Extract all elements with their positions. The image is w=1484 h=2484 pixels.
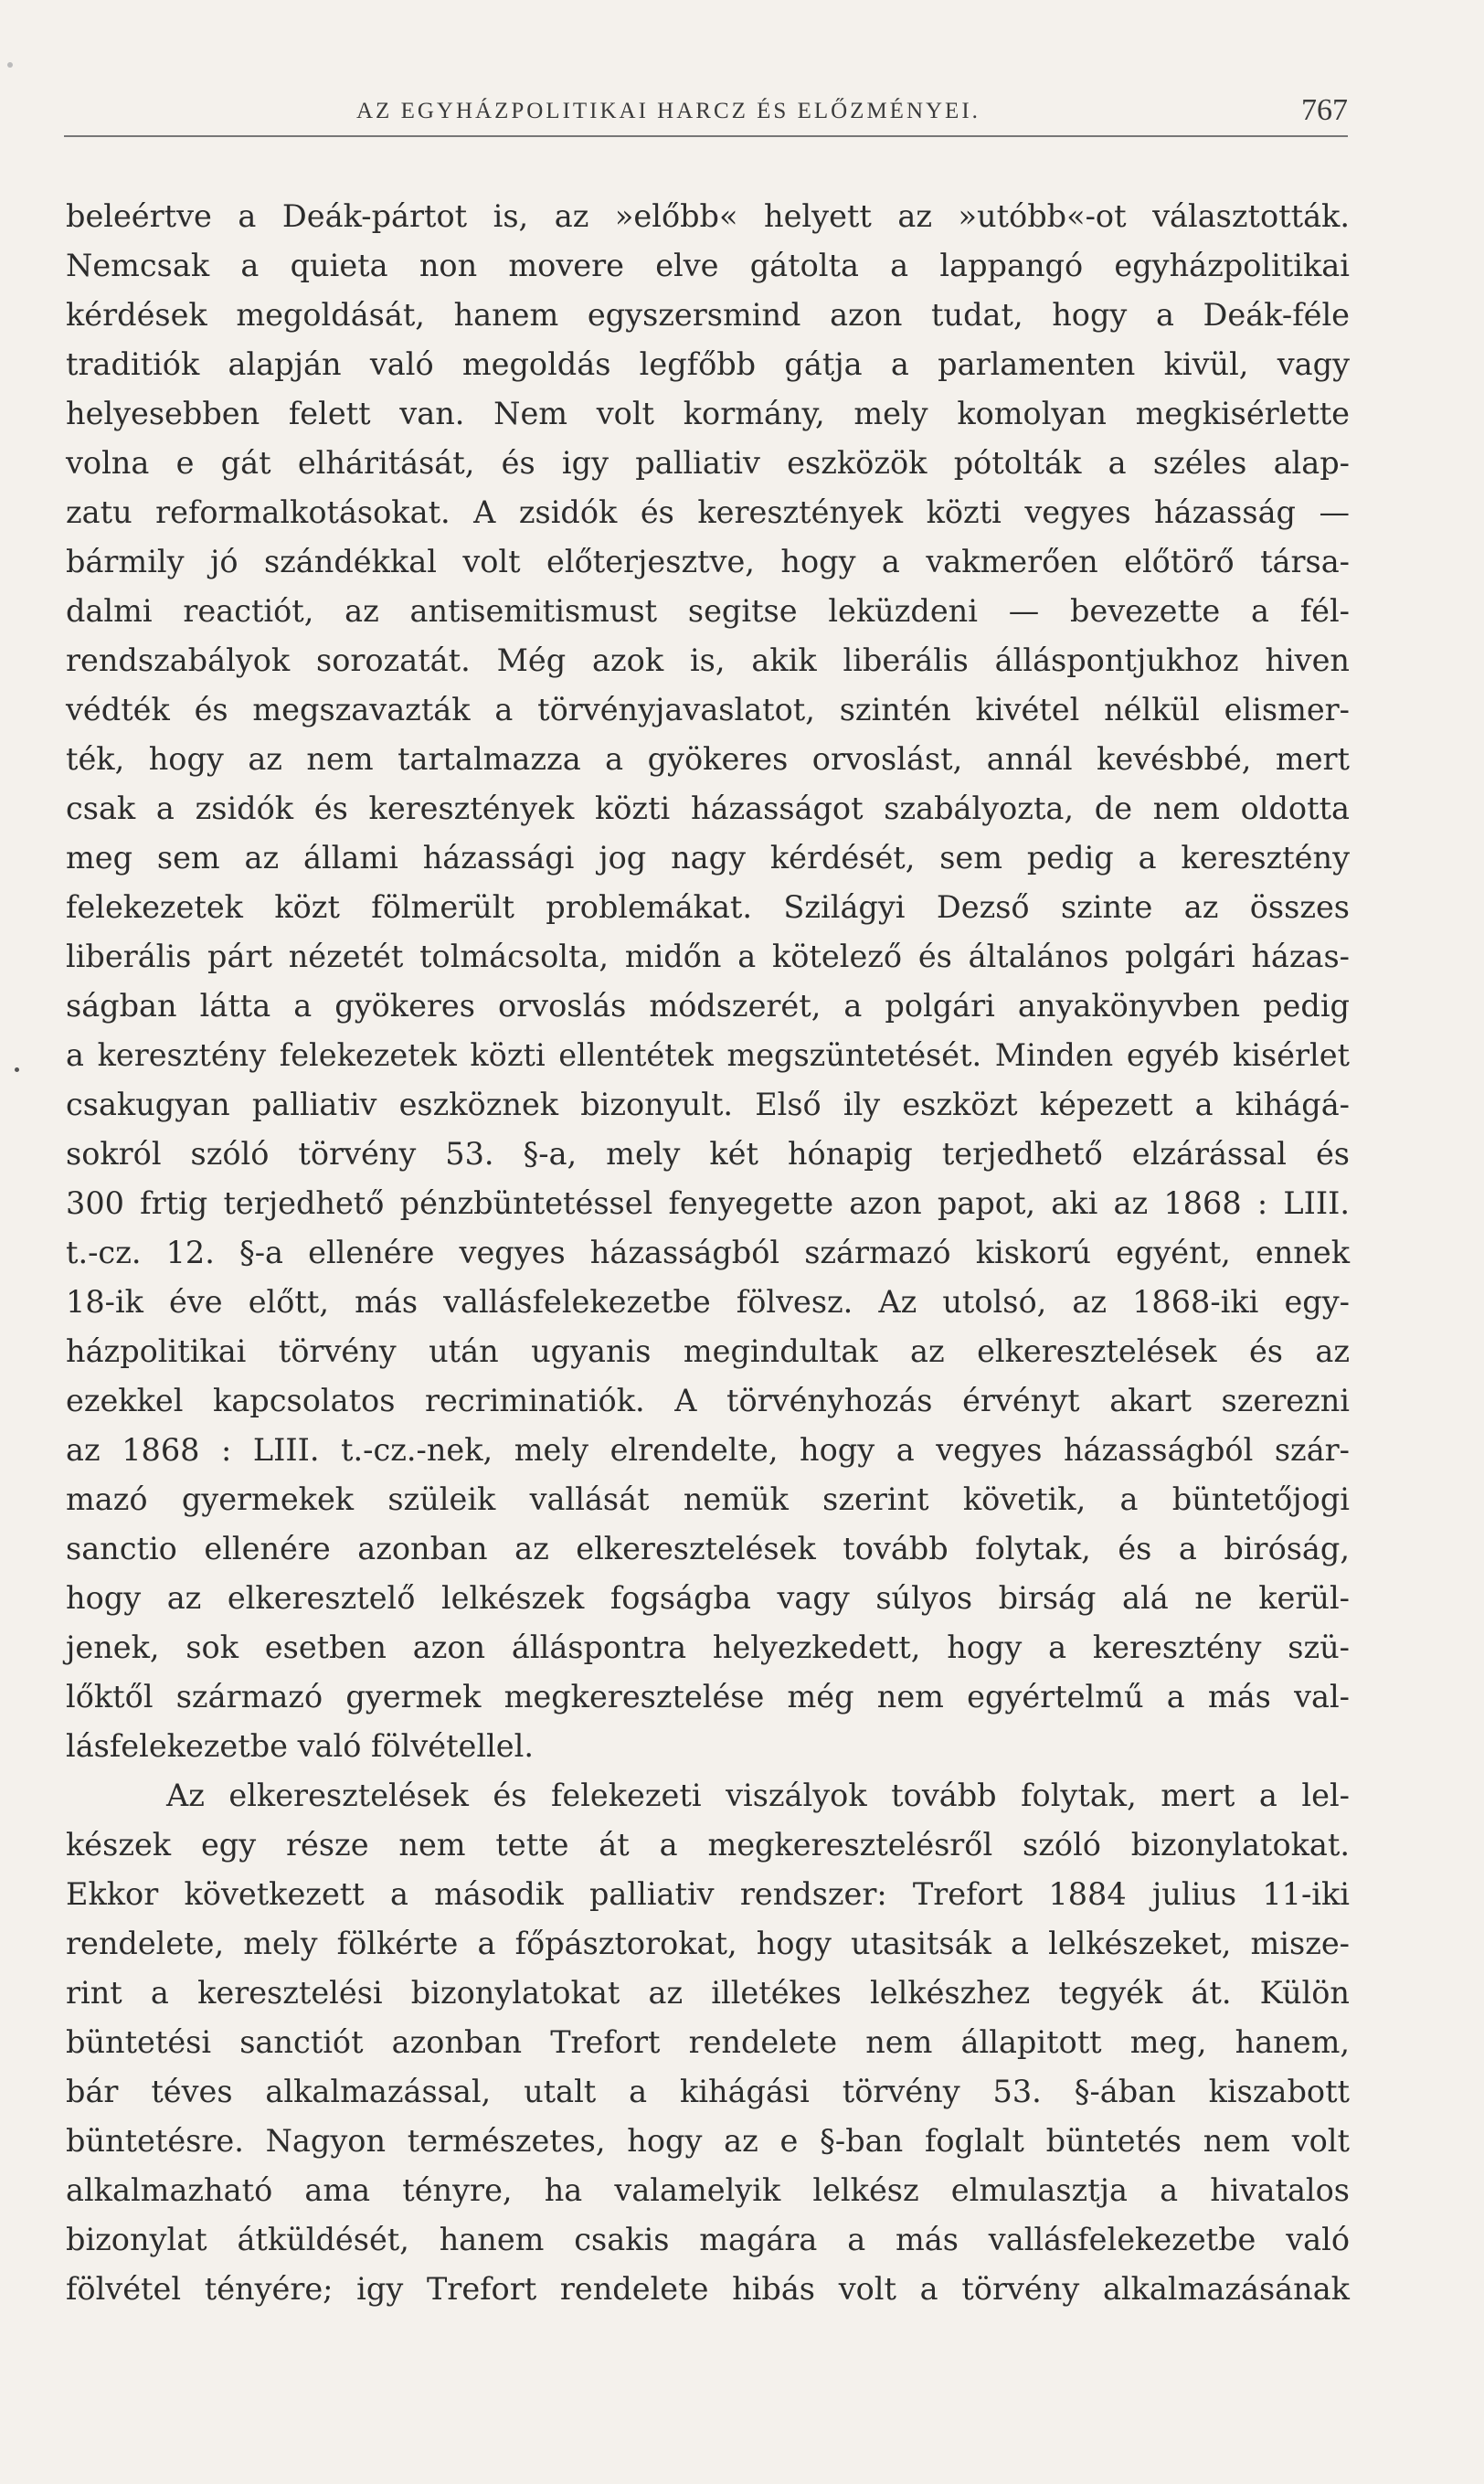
body-text bbox=[66, 192, 1350, 2314]
scan-speck bbox=[7, 62, 13, 68]
text-line: zatu reformalkotásokat. A zsidók és keresztények közti vegyes házasság — bbox=[66, 494, 1350, 530]
paragraph-end-line: lásfelekezetbe való fölvétellel. bbox=[66, 1728, 534, 1764]
text-line: büntetésre. Nagyon természetes, hogy az e §-ban foglalt büntetés nem volt bbox=[66, 2123, 1350, 2159]
text-line: sokról szóló törvény 53. §-a, mely két hónapig terjedhető elzárással és bbox=[66, 1136, 1350, 1172]
text-line: védték és megszavazták a törvényjavaslatot, szintén kivétel nélkül elismer- bbox=[66, 692, 1350, 727]
text-line: ték, hogy az nem tartalmazza a gyökeres orvoslást, annál kevésbbé, mert bbox=[66, 741, 1350, 777]
text-line: a keresztény felekezetek közti ellentétek megszüntetését. Minden egyéb kisérlet bbox=[66, 1037, 1350, 1073]
text-line: ezekkel kapcsolatos recriminatiók. A törvényhozás érvényt akart szerezni bbox=[66, 1383, 1350, 1418]
text-line: készek egy része nem tette át a megkeresztelésről szóló bizonylatokat. bbox=[66, 1827, 1350, 1863]
text-line: bármily jó szándékkal volt előterjesztve, hogy a vakmerően előtörő társa- bbox=[66, 544, 1350, 579]
text-line: hogy az elkeresztelő lelkészek fogságba vagy súlyos birság alá ne kerül- bbox=[66, 1580, 1350, 1616]
header-rule bbox=[64, 135, 1348, 137]
text-line: bár téves alkalmazással, utalt a kihágási törvény 53. §-ában kiszabott bbox=[66, 2074, 1350, 2109]
page-number: 767 bbox=[1301, 93, 1348, 127]
text-line: sanctio ellenére azonban az elkeresztelések tovább folytak, és a biróság, bbox=[66, 1531, 1350, 1566]
text-line: büntetési sanctiót azonban Trefort rendelete nem állapitott meg, hanem, bbox=[66, 2024, 1350, 2060]
text-line: rendszabályok sorozatát. Még azok is, akik liberális álláspontjukhoz hiven bbox=[66, 642, 1350, 678]
text-line: alkalmazható ama tényre, ha valamelyik lelkész elmulasztja a hivatalos bbox=[66, 2172, 1350, 2208]
text-line: rint a keresztelési bizonylatokat az illetékes lelkészhez tegyék át. Külön bbox=[66, 1975, 1350, 2011]
page-header bbox=[64, 91, 1348, 137]
paragraph-start-line: Az elkeresztelések és felekezeti viszályok tovább folytak, mert a lel- bbox=[166, 1778, 1350, 1813]
text-line: dalmi reactiót, az antisemitismust segitse leküzdeni — bevezette a fél- bbox=[66, 593, 1350, 629]
text-line: az 1868 : LIII. t.-cz.-nek, mely elrendelte, hogy a vegyes házasságból szár- bbox=[66, 1432, 1350, 1468]
margin-mark bbox=[15, 1067, 19, 1072]
text-line: helyesebben felett van. Nem volt kormány, mely komolyan megkisérlette bbox=[66, 396, 1350, 431]
text-line: bizonylat átküldését, hanem csakis magára a más vallásfelekezetbe való bbox=[66, 2222, 1350, 2257]
running-title: AZ EGYHÁZPOLITIKAI HARCZ ÉS ELŐZMÉNYEI. bbox=[356, 99, 980, 123]
text-line: Ekkor következett a második palliativ rendszer: Trefort 1884 julius 11-iki bbox=[66, 1876, 1350, 1912]
text-line: fölvétel tényére; igy Trefort rendelete hibás volt a törvény alkalmazásának bbox=[66, 2271, 1350, 2307]
text-line: mazó gyermekek szüleik vallását nemük szerint követik, a büntetőjogi bbox=[66, 1481, 1350, 1517]
text-line: jenek, sok esetben azon álláspontra helyezkedett, hogy a keresztény szü- bbox=[66, 1629, 1350, 1665]
text-line: csak a zsidók és keresztények közti házasságot szabályozta, de nem oldotta bbox=[66, 791, 1350, 826]
text-line: t.-cz. 12. §-a ellenére vegyes házasságból származó kiskorú egyént, ennek bbox=[66, 1235, 1350, 1270]
text-line: csakugyan palliativ eszköznek bizonyult. Első ily eszközt képezett a kihágá- bbox=[66, 1087, 1350, 1122]
text-line: lőktől származó gyermek megkeresztelése még nem egyértelmű a más val- bbox=[66, 1679, 1350, 1714]
text-line: 300 frtig terjedhető pénzbüntetéssel fenyegette azon papot, aki az 1868 : LIII. bbox=[66, 1185, 1350, 1221]
text-line: ságban látta a gyökeres orvoslás módszerét, a polgári anyakönyvben pedig bbox=[66, 988, 1350, 1024]
text-line: Nemcsak a quieta non movere elve gátolta a lappangó egyházpolitikai bbox=[66, 248, 1350, 283]
text-line: meg sem az állami házassági jog nagy kérdését, sem pedig a keresztény bbox=[66, 840, 1350, 876]
text-line: liberális párt nézetét tolmácsolta, midőn a kötelező és általános polgári házas- bbox=[66, 939, 1350, 974]
text-line: kérdések megoldását, hanem egyszersmind azon tudat, hogy a Deák-féle bbox=[66, 297, 1350, 333]
text-line: 18-ik éve előtt, más vallásfelekezetbe fölvesz. Az utolsó, az 1868-iki egy- bbox=[66, 1284, 1350, 1320]
text-line: rendelete, mely fölkérte a főpásztorokat, hogy utasitsák a lelkészeket, misze- bbox=[66, 1926, 1350, 1961]
text-line: traditiók alapján való megoldás legfőbb gátja a parlamenten kivül, vagy bbox=[66, 346, 1350, 382]
text-line: beleértve a Deák-pártot is, az »előbb« helyett az »utóbb«-ot választották. bbox=[66, 198, 1350, 234]
text-line: volna e gát elháritását, és igy palliativ eszközök pótolták a széles alap- bbox=[66, 445, 1350, 481]
text-line: házpolitikai törvény után ugyanis megindultak az elkeresztelések és az bbox=[66, 1333, 1350, 1369]
text-line: felekezetek közt fölmerült problemákat. Szilágyi Dezső szinte az összes bbox=[66, 889, 1350, 925]
